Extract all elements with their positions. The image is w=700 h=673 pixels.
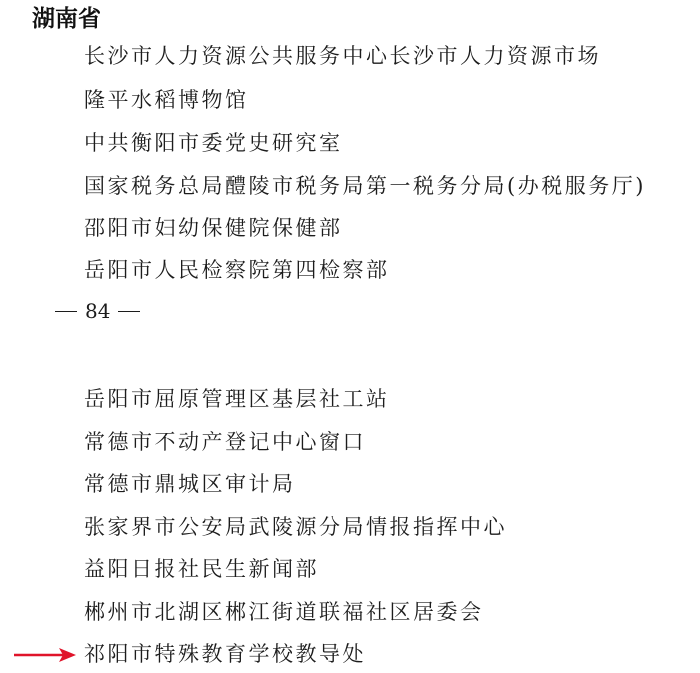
list-item: 隆平水稻博物馆 (84, 88, 249, 112)
page-number-right-dash (118, 311, 140, 313)
list-item: 张家界市公安局武陵源分局情报指挥中心 (84, 515, 507, 539)
list-item: 益阳日报社民生新闻部 (84, 557, 319, 581)
list-item: 国家税务总局醴陵市税务局第一税务分局(办税服务厅) (84, 174, 646, 198)
list-item: 中共衡阳市委党史研究室 (84, 131, 343, 155)
list-item: 邵阳市妇幼保健院保健部 (84, 216, 343, 240)
list-item-highlighted: 祁阳市特殊教育学校教导处 (84, 642, 366, 666)
list-item: 郴州市北湖区郴江街道联福社区居委会 (84, 600, 484, 624)
list-item: 长沙市人力资源公共服务中心长沙市人力资源市场 (84, 44, 601, 68)
page-number (55, 297, 140, 325)
page-number-value: 84 (85, 299, 111, 323)
list-item: 岳阳市屈原管理区基层社工站 (84, 387, 390, 411)
province-heading: 湖南省 (32, 6, 101, 32)
list-item: 岳阳市人民检察院第四检察部 (84, 258, 390, 282)
list-item: 常德市不动产登记中心窗口 (84, 430, 366, 454)
page-number-left-dash (55, 311, 77, 313)
list-item: 常德市鼎城区审计局 (84, 472, 296, 496)
red-arrow-icon (14, 645, 76, 665)
